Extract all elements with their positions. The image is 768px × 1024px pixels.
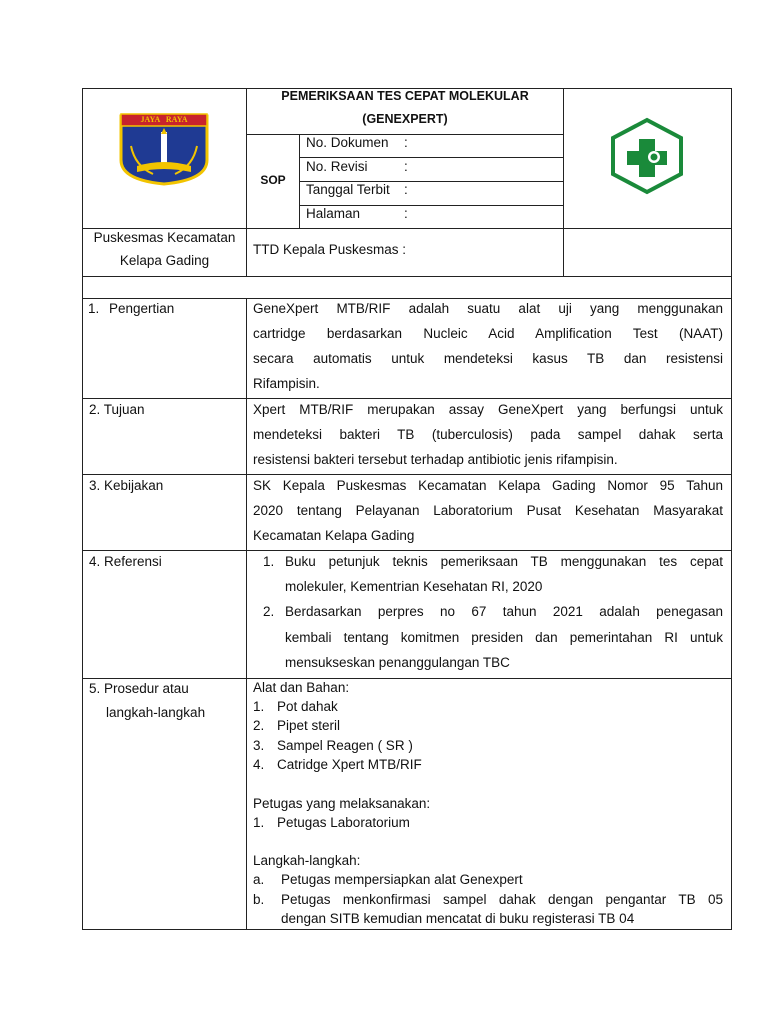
referensi-line: Buku petunjuk teknis pemeriksaan TB menggunakan tes cepat bbox=[285, 554, 723, 569]
item-num: 4. bbox=[253, 757, 265, 772]
item-text: Pot dahak bbox=[277, 699, 338, 714]
langkah-line: Petugas menkonfirmasi sampel dahak dengan pengantar TB 05 bbox=[281, 892, 723, 907]
alat-item bbox=[253, 699, 338, 715]
section-label-kebijakan: 3. Kebijakan bbox=[89, 478, 164, 493]
kebijakan-line: SK Kepala Puskesmas Kecamatan Kelapa Gading Nomor 95 Tahun bbox=[253, 478, 723, 493]
langkah-line: dengan SITB kemudian mencatat di buku registerasi TB 04 bbox=[281, 911, 635, 926]
ttd-kepala-label: TTD Kepala Puskesmas : bbox=[253, 242, 407, 257]
item-num: 3. bbox=[253, 738, 265, 753]
pengertian-line: secara automatis untuk mendeteksi kasus TB dan resistensi bbox=[253, 351, 723, 366]
alat-item bbox=[253, 718, 340, 734]
item-text: Petugas Laboratorium bbox=[277, 815, 410, 830]
pengertian-line: Rifampisin. bbox=[253, 376, 320, 391]
item-num: 1. bbox=[253, 815, 265, 830]
langkah-line: Petugas mempersiapkan alat Genexpert bbox=[281, 872, 523, 887]
referensi-num: 1. bbox=[263, 554, 275, 569]
doc-title-line2: (GENEXPERT) bbox=[362, 112, 448, 126]
section-label-prosedur: 5. Prosedur atau bbox=[89, 681, 189, 696]
jakarta-logo bbox=[117, 110, 211, 186]
kebijakan-line: 2020 tentang Pelayanan Laboratorium Pusat Kesehatan Masyarakat bbox=[253, 503, 723, 518]
item-num: 1. bbox=[253, 699, 265, 714]
sop-label: SOP bbox=[260, 173, 286, 187]
org-name-line1: Puskesmas Kecamatan bbox=[93, 230, 236, 245]
doc-title-line1: PEMERIKSAAN TES CEPAT MOLEKULAR bbox=[281, 89, 529, 103]
referensi-line: Berdasarkan perpres no 67 tahun 2021 adalah penegasan bbox=[285, 604, 723, 619]
alat-item bbox=[253, 738, 413, 754]
referensi-num: 2. bbox=[263, 604, 275, 619]
langkah-num: a. bbox=[253, 872, 265, 887]
pengertian-line: cartridge berdasarkan Nucleic Acid Amplification Test (NAAT) bbox=[253, 326, 723, 341]
alat-heading: Alat dan Bahan: bbox=[253, 680, 350, 695]
kebijakan-line: Kecamatan Kelapa Gading bbox=[253, 528, 415, 543]
org-name-line2: Kelapa Gading bbox=[119, 253, 210, 268]
section-label-referensi: 4. Referensi bbox=[89, 554, 162, 569]
tujuan-line: mendeteksi bakteri TB (tuberculosis) pada sampel dahak serta bbox=[253, 427, 723, 442]
field-sep: : bbox=[404, 135, 408, 150]
section-num: 1. bbox=[88, 301, 100, 316]
field-label: Tanggal Terbit bbox=[306, 182, 390, 197]
section-label-prosedur-2: langkah-langkah bbox=[106, 705, 206, 720]
langkah-num: b. bbox=[253, 892, 265, 907]
section-label-tujuan: 2. Tujuan bbox=[89, 402, 145, 417]
tujuan-line: Xpert MTB/RIF merupakan assay GeneXpert yang berfungsi untuk bbox=[253, 402, 723, 417]
puskesmas-logo bbox=[609, 117, 685, 195]
item-text: Catridge Xpert MTB/RIF bbox=[277, 757, 422, 772]
referensi-line: kembali tentang komitmen presiden dan pemerintahan RI untuk bbox=[285, 630, 723, 645]
jakarta-logo-text: JAYA RAYA bbox=[140, 115, 188, 124]
pengertian-line: GeneXpert MTB/RIF adalah suatu alat uji yang menggunakan bbox=[253, 301, 723, 316]
tujuan-line: resistensi bakteri tersebut terhadap antibiotic jenis rifampisin. bbox=[253, 452, 618, 467]
field-label: No. Dokumen bbox=[306, 135, 389, 150]
field-label: No. Revisi bbox=[306, 159, 368, 174]
field-sep: : bbox=[404, 206, 408, 221]
item-text: Pipet steril bbox=[277, 718, 341, 733]
alat-item bbox=[253, 757, 422, 773]
field-sep: : bbox=[404, 182, 408, 197]
field-label: Halaman bbox=[306, 206, 361, 221]
langkah-heading: Langkah-langkah: bbox=[253, 853, 361, 868]
petugas-item bbox=[253, 815, 410, 831]
petugas-heading: Petugas yang melaksanakan: bbox=[253, 796, 431, 811]
referensi-line: mensukseskan penanggulangan TBC bbox=[285, 655, 510, 670]
field-sep: : bbox=[404, 159, 408, 174]
item-text: Sampel Reagen ( SR ) bbox=[277, 738, 413, 753]
section-label-pengertian bbox=[88, 301, 174, 317]
section-title: Pengertian bbox=[109, 301, 175, 316]
referensi-line: molekuler, Kementrian Kesehatan RI, 2020 bbox=[285, 579, 543, 594]
item-num: 2. bbox=[253, 718, 265, 733]
